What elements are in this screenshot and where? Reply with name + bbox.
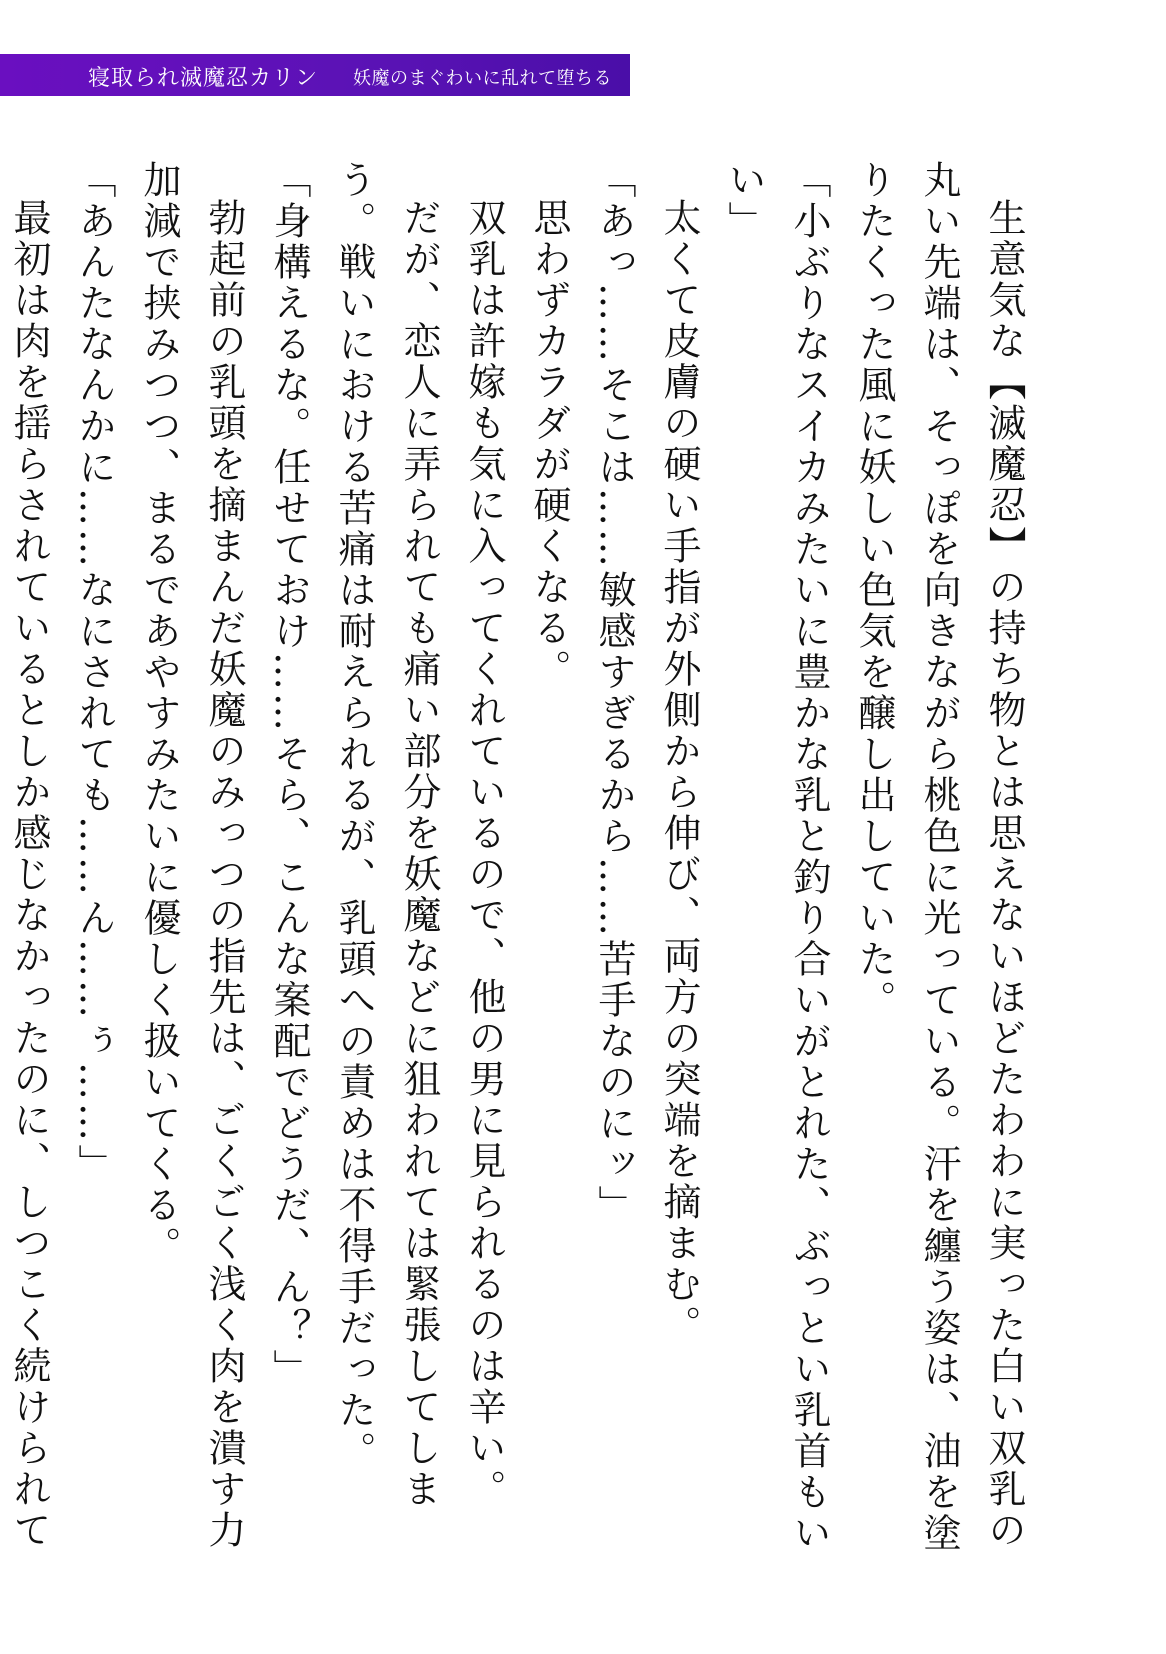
book-subtitle: 妖魔のまぐわいに乱れて堕ちる — [353, 68, 612, 89]
paragraph: 勃起前の乳頭を摘まんだ妖魔のみっつの指先は、ごくごく浅く肉を潰す力加減で挟みつつ、まるであやすみたいに優しく扱いてくる。 — [137, 160, 246, 1551]
dialogue-line: 「小ぶりなスイカみたいに豊かな乳と釣り合いがとれた、ぶっとい乳首もいい」 — [722, 160, 831, 1554]
paragraph: 思わずカラダが硬くなる。 — [527, 198, 571, 690]
book-title: 寝取られ滅魔忍カリン — [88, 66, 319, 91]
paragraph: だが、恋人に弄られても痛い部分を妖魔などに狙われては緊張してしまう。戦いにおける苦痛は耐えられるが、乳頭への責めは不得手だった。 — [332, 160, 441, 1510]
paragraph: 生意気な【滅魔忍】の持ち物とは思えないほどたわわに実った白い双乳の丸い先端は、そっぽを向きながら桃色に光っている。汗を纏う姿は、油を塗りたくった風に妖しい色気を醸し出していた。 — [852, 160, 1026, 1554]
dialogue-line: 「あんたなんかに……なにされても……ん……ぅ……」 — [72, 160, 116, 1185]
paragraph: 太くて皮膚の硬い手指が外側から伸び、両方の突端を摘まむ。 — [657, 198, 701, 1346]
running-header — [0, 54, 630, 96]
vertical-body-text — [7, 160, 1036, 1580]
paragraph: 最初は肉を揺らされているとしか感じなかったのに、しつこく続けられて — [7, 198, 51, 1551]
dialogue-line: 「あっ……そこは……敏感すぎるから……苦手なのにッ」 — [592, 160, 636, 1226]
dialogue-line: 「身構えるな。任せておけ……そら、こんな案配でどうだ、ん？」 — [267, 160, 311, 1390]
paragraph: 双乳は許嫁も気に入ってくれているので、他の男に見られるのは辛い。 — [462, 198, 506, 1510]
